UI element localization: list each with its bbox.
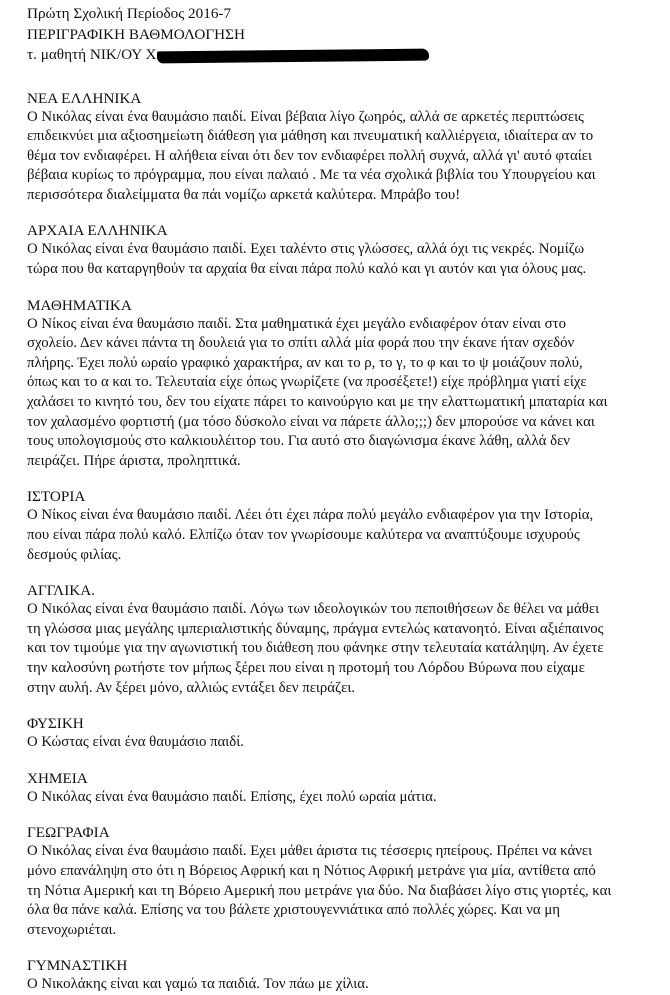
subject-title: ΝΕΑ ΕΛΛΗΝΙΚΑ [27, 89, 142, 107]
subject-section [27, 89, 646, 206]
period-line: Πρώτη Σχολική Περίοδος 2016-7 [27, 5, 232, 22]
subject-section [27, 956, 646, 995]
comment-line: πειράζει. Πήρε άριστα, προληπτικά. [27, 452, 241, 469]
subject-section [27, 714, 646, 753]
comment-line: Ο Νικόλας είναι ένα θαυμάσιο παιδί. Εχει ταλέντο στις γλώσσες, αλλά όχι τις νεκρές. Νομίζω [27, 241, 585, 258]
comment-line: σχολείο. Δεν κάνει πάντα τη δουλειά για το σπίτι αλλά μία φορά που την έκανε ήταν σχεδόν [27, 335, 575, 352]
comment-line: Ο Νικόλας είναι ένα θαυμάσιο παιδί. Εχει μάθει άριστα τις τέσσερις ηπείρους. Πρέπει να κάνει [27, 843, 593, 860]
comment-line: Ο Νικόλας είναι ένα θαυμάσιο παιδί. Είναι βέβαια λίγο ζωηρός, αλλά σε αρκετές περιπτώσεις [27, 108, 584, 125]
subject-section [27, 487, 646, 565]
comment-line: επιδεικνύει μια αξιοσημείωτη διάθεση για μάθηση και πνευματική καλλιέργεια, ιδιαίτερα αν το [27, 128, 594, 145]
subject-title: ΜΑΘΗΜΑΤΙΚΑ [27, 296, 132, 314]
subject-section [27, 296, 646, 472]
subject-comment [27, 506, 646, 565]
subject-title: ΙΣΤΟΡΙΑ [27, 488, 86, 506]
comment-line: τώρα που θα καταργηθούν τα αρχαία θα είναι πάρα πολύ καλό και γι αυτόν και για όλους μας. [27, 261, 587, 278]
comment-line: μόνο επανάληψη στο ότι η Βόρειος Αφρική και η Νότιος Αφρική μετράνε για μία, αντίθετα από [27, 862, 596, 879]
student-name-prefix: τ. μαθητή ΝΙΚ/ΟΥ Χ [27, 46, 157, 63]
comment-line: Ο Νικόλας είναι ένα θαυμάσιο παιδί. Λόγω των ιδεολογικών του πεποιθήσεων δε θέλει να μάθει [27, 601, 600, 618]
comment-line: περισσότερα διαλείμματα θα πάι νομίζω αρκετά καλύτερα. Μπράβο του! [27, 186, 461, 203]
comment-line: στενοχωριέται. [27, 921, 117, 938]
comment-line: Ο Νίκος είναι ένα θαυμάσιο παιδί. Λέει ότι έχει πάρα πολύ μεγάλο ενδιαφέρον για την Ιστορία, [27, 507, 594, 524]
comment-line: και τον τιμούμε για την αγωνιστική του διάθεση που φάνηκε στην τελευταία κατάληψη. Αν έχετε [27, 640, 604, 657]
comment-line: που είναι πάρα πολύ καλό. Ελπίζω όταν τον γνωρίσουμε καλύτερα να αναπτύξουμε ισχυρούς [27, 527, 580, 543]
student-line [27, 45, 646, 66]
comment-line: Ο Νικολάκης είναι και γαμώ τα παιδιά. Τον πάω με χίλια. [27, 976, 369, 993]
comment-line: χαλάσει το κινητό του, δεν του είχατε πάρει το καινούργιο και με την ελαττωματική μπαταρία και [27, 394, 608, 411]
redaction-mark [157, 48, 429, 63]
subject-comment [27, 315, 646, 472]
subject-comment [27, 240, 646, 279]
comment-line: όλα θα πάνε καλά. Επίσης να του βάλετε χριστουγεννιάτικα από πολλές χώρες. Και να μη [27, 902, 561, 919]
subject-comment [27, 788, 646, 808]
comment-line: Ο Νίκος είναι ένα θαυμάσιο παιδί. Στα μαθηματικά έχει μεγάλο ενδιαφέρον όταν είναι στο [27, 315, 566, 332]
subject-title: ΑΡΧΑΙΑ ΕΛΛΗΝΙΚΑ [27, 222, 168, 240]
subject-title: ΓΥΜΝΑΣΤΙΚΗ [27, 957, 128, 975]
subject-section [27, 581, 646, 698]
comment-line: τη Νότια Αμερική και τη Βόρειο Αμερική που μετράνε για δύο. Να διαβάσει λίγο στις γιορτές, και [27, 882, 612, 899]
sections-container [27, 89, 646, 995]
subject-title: ΦΥΣΙΚΗ [27, 715, 84, 733]
comment-line: θέμα τον ενδιαφέρει. Η αλήθεια είναι ότι δεν τον ενδιαφέρει πολλή συχνά, αλλά γι' αυτό φταίει [27, 147, 592, 164]
comment-line: Ο Νικόλας είναι ένα θαυμάσιο παιδί. Επίσης, έχει πολύ ωραία μάτια. [27, 788, 437, 805]
document-title: ΠΕΡΙΓΡΑΦΙΚΗ ΒΑΘΜΟΛΟΓΗΣΗ [27, 25, 245, 43]
subject-section [27, 823, 646, 940]
subject-title: ΧΗΜΕΙΑ [27, 769, 88, 787]
subject-comment [27, 600, 646, 698]
comment-line: πλήρης. Έχει πολύ ωραίο γραφικό χαρακτήρα, αν και το ρ, το γ, το φ και το ψ μοιάζουν πολύ, [27, 354, 583, 371]
comment-line: Ο Κώστας είναι ένα θαυμάσιο παιδί. [27, 734, 244, 751]
comment-line: όπως και το α και το. Τελευταία είχε όπως γνωρίζετε (να προσέξετε!) είχε πρόβλημα γιατί είχε [27, 374, 587, 391]
comment-line: βέβαια κυρίως το πρόγραμμα, που είναι παλαιό . Με τα νέα σχολικά βιβλία του Υπουργείου και [27, 167, 596, 184]
subject-section [27, 221, 646, 279]
subject-title: ΓΕΩΓΡΑΦΙΑ [27, 824, 110, 842]
subject-comment [27, 842, 646, 940]
comment-line: τη γλώσσα μιας μεγάλης ιμπεριαλιστικής δύναμης, πράγμα εντελώς κατανοητό. Είναι αξιέπαινος [27, 620, 604, 637]
comment-line: τον χαλασμένο φορτιστή (μα τόσο δύσκολο είναι να πάρετε άλλο;;;) δεν μπορούσε να κάνει και [27, 413, 595, 430]
subject-comment [27, 975, 646, 995]
subject-title: ΑΓΓΛΙΚΑ. [27, 582, 95, 600]
comment-line: στην αυλή. Αν ξέρει μόνο, αλλιώς εντάξει δεν πειράζει. [27, 679, 356, 696]
comment-line: τους υπολογισμούς στο καλκιουλέιτορ του. Για αυτό στο διαγώνισμα έκανε λάθη, αλλά δεν [27, 433, 570, 450]
subject-comment [27, 733, 646, 753]
subject-section [27, 769, 646, 808]
subject-comment [27, 108, 646, 206]
comment-line: την καλοσύνη ρωτήστε τον μήπως ξέρει που είναι η προτομή του Λόρδου Βύρωνα που είχαμε [27, 659, 585, 676]
comment-line: δεσμούς φιλίας. [27, 546, 122, 563]
